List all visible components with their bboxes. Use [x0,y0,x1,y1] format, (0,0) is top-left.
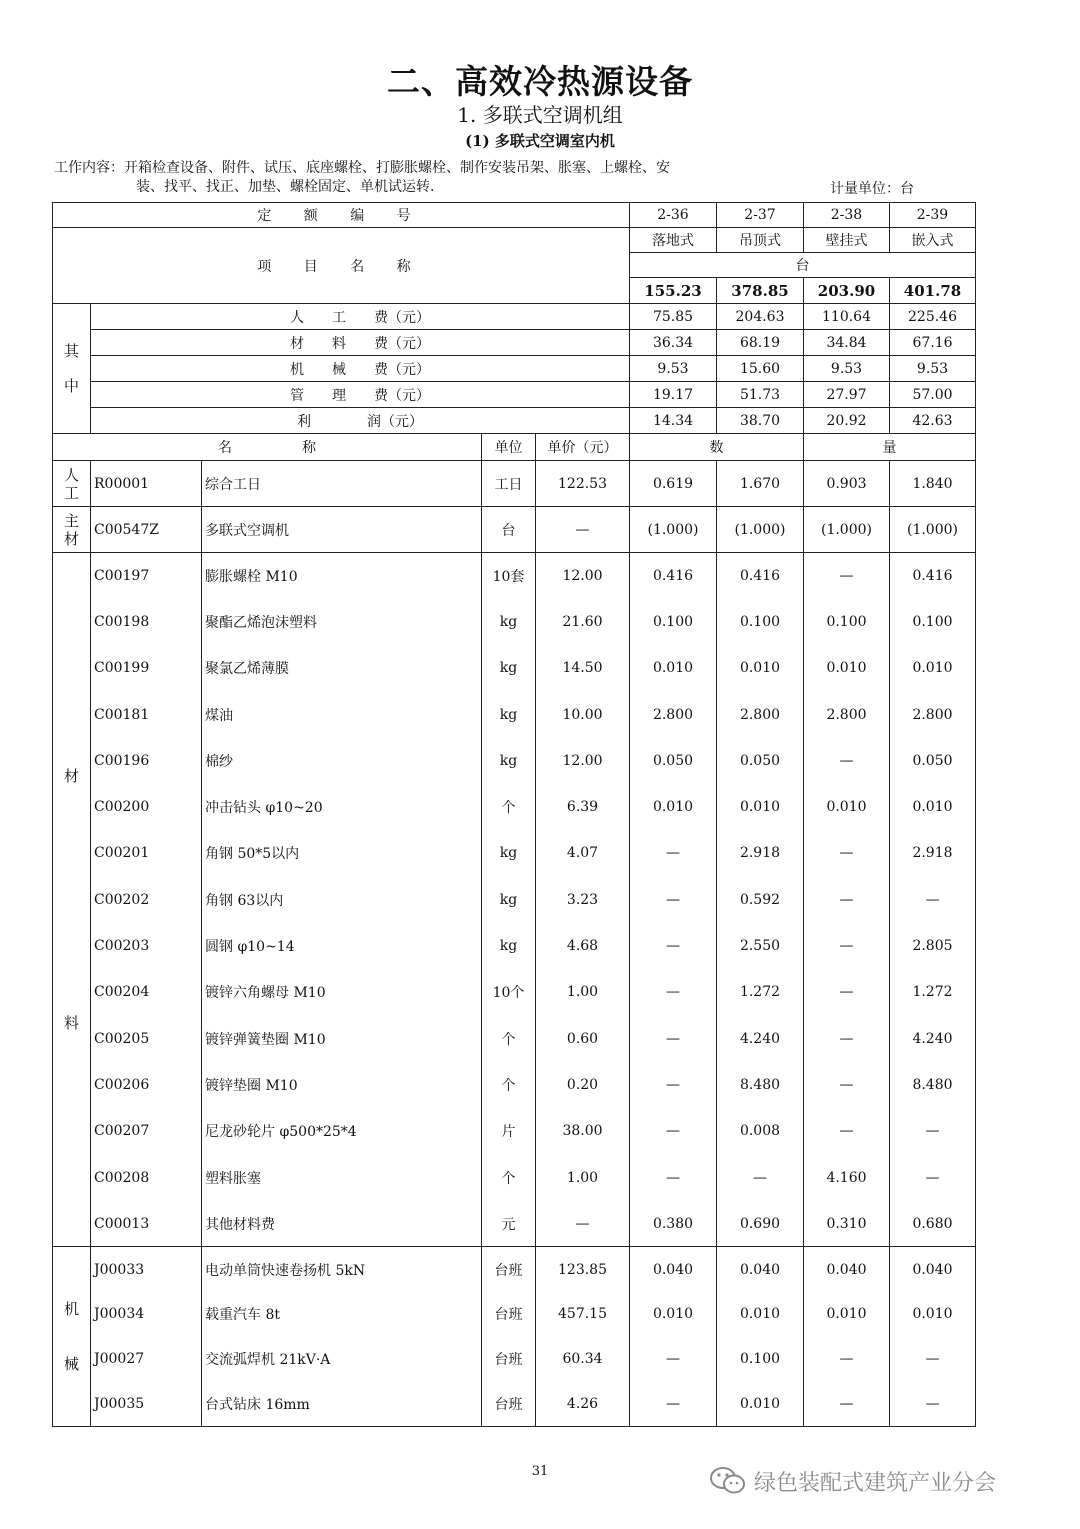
item-name: 塑料胀塞 [202,1154,482,1200]
item-code: J00027 [91,1337,202,1382]
item-price: 6.39 [536,784,630,830]
item-name: 多联式空调机 [202,507,482,553]
cost-value: 14.34 [630,408,717,434]
quota-table [52,202,976,1427]
cost-value: 51.73 [717,382,804,408]
cost-row [53,330,976,356]
item-unit: 台班 [482,1247,536,1292]
quantity-cell: — [630,877,717,923]
quantity-cell: — [630,1337,717,1382]
quantity-cell: 2.800 [717,691,804,737]
quantity-cell: 1.670 [717,461,804,507]
quantity-cell: 0.690 [717,1201,804,1247]
unit-cell: 台 [630,253,976,278]
machine-row [53,1292,976,1337]
item-price: 14.50 [536,645,630,691]
quantity-cell: 2.800 [630,691,717,737]
item-unit: 台班 [482,1337,536,1382]
base-price: 378.85 [717,278,804,304]
type-cell: 落地式 [630,228,717,253]
item-unit: 个 [482,1154,536,1200]
item-unit: kg [482,923,536,969]
item-unit: 台班 [482,1292,536,1337]
type-cell: 吊顶式 [717,228,804,253]
cost-value: 204.63 [717,304,804,330]
quantity-cell: 4.240 [717,1015,804,1061]
col-qty-header: 量 [804,434,976,461]
item-price: 1.00 [536,1154,630,1200]
item-price: 0.20 [536,1062,630,1108]
quantity-cell: 1.272 [890,969,976,1015]
col-unit-header: 单位 [482,434,536,461]
category-char: 其 [63,342,79,360]
cost-value: 19.17 [630,382,717,408]
item-name: 台式钻床 16mm [202,1382,482,1427]
material-row [53,877,976,923]
cost-label: 材 料 费（元） [91,330,630,356]
quantity-cell: (1.000) [630,507,717,553]
main-material-row [53,507,976,553]
item-code: J00034 [91,1292,202,1337]
material-row [53,1015,976,1061]
quantity-cell: 0.040 [890,1247,976,1292]
item-name: 镀锌六角螺母 M10 [202,969,482,1015]
work-content-line-1: 工作内容：开箱检查设备、附件、试压、底座螺栓、打膨胀螺栓、制作安装吊架、胀塞、上螺栓、安 [54,160,670,176]
item-name: 煤油 [202,691,482,737]
item-price: 0.60 [536,1015,630,1061]
cost-value: 38.70 [717,408,804,434]
quantity-cell: 0.592 [717,877,804,923]
quantity-cell: (1.000) [890,507,976,553]
item-unit: 个 [482,1015,536,1061]
quantity-cell: 0.050 [630,738,717,784]
cost-row [53,304,976,330]
base-price: 155.23 [630,278,717,304]
category-label [53,304,91,434]
quantity-cell: 0.010 [717,1382,804,1427]
quantity-cell: 0.050 [717,738,804,784]
quantity-cell: — [804,830,890,876]
category-char: 械 [63,1355,79,1374]
item-code: C00204 [91,969,202,1015]
item-unit: kg [482,738,536,784]
quantity-cell: 0.903 [804,461,890,507]
quantity-cell: — [890,877,976,923]
item-unit: kg [482,691,536,737]
item-price: 123.85 [536,1247,630,1292]
quantity-cell: 1.272 [717,969,804,1015]
item-price: 12.00 [536,738,630,784]
cost-value: 67.16 [890,330,976,356]
category-label [53,507,91,553]
item-code: C00013 [91,1201,202,1247]
item-name: 聚氯乙烯薄膜 [202,645,482,691]
material-row [53,969,976,1015]
quantity-cell: 0.380 [630,1201,717,1247]
item-price: 3.23 [536,877,630,923]
item-price: 4.07 [536,830,630,876]
cost-value: 20.92 [804,408,890,434]
quantity-cell: 8.480 [717,1062,804,1108]
item-code: C00196 [91,738,202,784]
item-unit: 台班 [482,1382,536,1427]
item-name: 其他材料费 [202,1201,482,1247]
quantity-cell: 2.800 [804,691,890,737]
quota-code: 2-37 [717,203,804,228]
quantity-cell: 0.040 [630,1247,717,1292]
item-code: C00200 [91,784,202,830]
item-price: 4.68 [536,923,630,969]
quantity-cell: — [804,1062,890,1108]
quantity-cell: 0.040 [717,1247,804,1292]
page-number: 31 [531,1464,549,1479]
item-name: 角钢 50*5以内 [202,830,482,876]
item-name: 冲击钻头 φ10~20 [202,784,482,830]
material-row [53,1201,976,1247]
item-code: C00202 [91,877,202,923]
quantity-cell: 0.416 [717,553,804,599]
item-code: J00033 [91,1247,202,1292]
material-row [53,830,976,876]
item-name: 角钢 63以内 [202,877,482,923]
quantity-cell: 0.100 [804,599,890,645]
item-name: 尼龙砂轮片 φ500*25*4 [202,1108,482,1154]
type-row [53,228,976,253]
cost-row [53,356,976,382]
quantity-cell: 0.010 [717,784,804,830]
category-char: 工 [63,483,79,502]
item-unit: 工日 [482,461,536,507]
cost-value: 27.97 [804,382,890,408]
item-price: — [536,1201,630,1247]
category-char: 主 [63,511,79,530]
quantity-cell: — [630,830,717,876]
quantity-cell: — [890,1337,976,1382]
item-name: 镀锌弹簧垫圈 M10 [202,1015,482,1061]
quantity-cell: 0.010 [890,1292,976,1337]
quantity-cell: 0.416 [630,553,717,599]
subsection-title: (1) 多联式空调室内机 [465,132,615,150]
material-row [53,1108,976,1154]
item-unit: 片 [482,1108,536,1154]
quantity-cell: (1.000) [804,507,890,553]
category-char: 机 [63,1300,79,1319]
item-label: 项 目 名 称 [53,228,630,304]
quantity-cell: 0.680 [890,1201,976,1247]
quantity-cell: 0.100 [717,599,804,645]
cost-value: 9.53 [804,356,890,382]
cost-value: 36.34 [630,330,717,356]
item-name: 综合工日 [202,461,482,507]
quantity-cell: 2.805 [890,923,976,969]
cost-value: 9.53 [890,356,976,382]
quantity-cell: — [890,1154,976,1200]
quantity-cell: — [630,1108,717,1154]
cost-row [53,382,976,408]
quota-code-row [53,203,976,228]
base-price: 203.90 [804,278,890,304]
quantity-cell: 0.010 [804,645,890,691]
quantity-cell: 0.010 [630,1292,717,1337]
item-price: 10.00 [536,691,630,737]
quantity-cell: 0.010 [630,784,717,830]
material-row [53,923,976,969]
item-name: 载重汽车 8t [202,1292,482,1337]
col-qty-header: 数 [630,434,804,461]
machine-row [53,1337,976,1382]
category-label [53,1247,91,1427]
item-name: 棉纱 [202,738,482,784]
category-char: 中 [63,377,79,395]
item-name: 电动单筒快速卷扬机 5kN [202,1247,482,1292]
quantity-cell: — [804,553,890,599]
cost-value: 57.00 [890,382,976,408]
quantity-cell: 0.310 [804,1201,890,1247]
item-code: C00208 [91,1154,202,1200]
quantity-cell: 0.010 [890,784,976,830]
measure-unit: 计量单位：台 [830,181,914,197]
material-row [53,1154,976,1200]
item-unit: 台 [482,507,536,553]
cost-value: 110.64 [804,304,890,330]
item-code: C00197 [91,553,202,599]
item-code: C00547Z [91,507,202,553]
quantity-cell: 2.918 [717,830,804,876]
item-price: — [536,507,630,553]
quantity-cell: — [630,1382,717,1427]
quantity-cell: 4.240 [890,1015,976,1061]
category-char: 料 [63,1014,79,1033]
cost-value: 15.60 [717,356,804,382]
quantity-cell: 4.160 [804,1154,890,1200]
machine-row [53,1382,976,1427]
item-name: 交流弧焊机 21kV·A [202,1337,482,1382]
item-code: C00207 [91,1108,202,1154]
item-unit: 元 [482,1201,536,1247]
quantity-cell: 0.050 [890,738,976,784]
quantity-cell: 2.550 [717,923,804,969]
quantity-cell: — [890,1108,976,1154]
quantity-cell: 0.010 [717,1292,804,1337]
quota-code: 2-39 [890,203,976,228]
work-content [54,159,814,197]
quantity-cell: 0.416 [890,553,976,599]
cost-label: 利 润（元） [91,408,630,434]
item-unit: 10套 [482,553,536,599]
item-name: 膨胀螺栓 M10 [202,553,482,599]
cost-value: 9.53 [630,356,717,382]
material-row [53,553,976,599]
item-price: 21.60 [536,599,630,645]
quantity-cell: — [630,969,717,1015]
item-price: 4.26 [536,1382,630,1427]
wechat-icon [708,1465,748,1497]
labor-row [53,461,976,507]
work-content-line-2: 装、找平、找正、加垫、螺栓固定、单机试运转. [136,179,435,195]
item-price: 12.00 [536,553,630,599]
item-name: 圆钢 φ10~14 [202,923,482,969]
type-cell: 嵌入式 [890,228,976,253]
quantity-cell: — [804,738,890,784]
item-code: C00206 [91,1062,202,1108]
item-name: 镀锌垫圈 M10 [202,1062,482,1108]
quota-code: 2-38 [804,203,890,228]
quantity-cell: 8.480 [890,1062,976,1108]
item-price: 457.15 [536,1292,630,1337]
base-price: 401.78 [890,278,976,304]
item-code: C00198 [91,599,202,645]
category-char: 人 [63,465,79,484]
quantity-cell: 0.100 [630,599,717,645]
item-unit: 个 [482,1062,536,1108]
item-unit: 10个 [482,969,536,1015]
category-char: 材 [63,529,79,548]
quantity-cell: 1.840 [890,461,976,507]
material-row [53,738,976,784]
cost-label: 机 械 费（元） [91,356,630,382]
col-name-header: 名 称 [53,434,482,461]
quantity-cell: 0.010 [804,1292,890,1337]
quantity-cell: 2.800 [890,691,976,737]
quantity-cell: 0.010 [630,645,717,691]
cost-row [53,408,976,434]
cost-value: 75.85 [630,304,717,330]
quantity-cell: — [804,877,890,923]
cost-label: 人 工 费（元） [91,304,630,330]
quantity-cell: — [804,923,890,969]
quantity-cell: 0.008 [717,1108,804,1154]
quantity-cell: (1.000) [717,507,804,553]
item-unit: kg [482,830,536,876]
quantity-cell: 0.040 [804,1247,890,1292]
quantity-cell: 0.010 [717,645,804,691]
quantity-cell: — [890,1382,976,1427]
quantity-cell: — [804,1108,890,1154]
quantity-cell: — [630,1062,717,1108]
quantity-cell: 0.100 [890,599,976,645]
cost-value: 68.19 [717,330,804,356]
material-row [53,691,976,737]
item-code: R00001 [91,461,202,507]
item-code: C00181 [91,691,202,737]
material-row [53,1062,976,1108]
machine-row [53,1247,976,1292]
cost-label: 管 理 费（元） [91,382,630,408]
quantity-cell: 2.918 [890,830,976,876]
material-row [53,599,976,645]
quantity-cell: — [804,1382,890,1427]
quantity-cell: 0.100 [717,1337,804,1382]
item-code: J00035 [91,1382,202,1427]
item-code: C00203 [91,923,202,969]
item-code: C00199 [91,645,202,691]
category-label [53,553,91,1247]
quota-code: 2-36 [630,203,717,228]
material-row [53,645,976,691]
item-unit: kg [482,877,536,923]
quantity-cell: 0.010 [804,784,890,830]
col-price-header: 单价（元） [536,434,630,461]
watermark [708,1465,996,1497]
quantity-cell: — [717,1154,804,1200]
page-title: 二、高效冷热源设备 [387,62,693,101]
item-price: 1.00 [536,969,630,1015]
cost-value: 225.46 [890,304,976,330]
item-code: C00205 [91,1015,202,1061]
material-row [53,784,976,830]
type-cell: 壁挂式 [804,228,890,253]
category-label [53,461,91,507]
item-unit: 个 [482,784,536,830]
watermark-text: 绿色装配式建筑产业分会 [754,1470,997,1496]
cost-value: 42.63 [890,408,976,434]
item-code: C00201 [91,830,202,876]
item-price: 60.34 [536,1337,630,1382]
quantity-cell: — [630,1015,717,1061]
quantity-cell: — [804,969,890,1015]
quantity-cell: — [630,1154,717,1200]
section-title: 1. 多联式空调机组 [457,103,623,127]
quota-label: 定 额 编 号 [53,203,630,228]
item-unit: kg [482,645,536,691]
quantity-cell: — [804,1337,890,1382]
quantity-cell: 0.619 [630,461,717,507]
item-unit: kg [482,599,536,645]
column-header-row [53,434,976,461]
item-name: 聚酯乙烯泡沫塑料 [202,599,482,645]
item-price: 38.00 [536,1108,630,1154]
quantity-cell: 0.010 [890,645,976,691]
category-char: 材 [63,767,79,786]
item-price: 122.53 [536,461,630,507]
cost-value: 34.84 [804,330,890,356]
quantity-cell: — [804,1015,890,1061]
quantity-cell: — [630,923,717,969]
